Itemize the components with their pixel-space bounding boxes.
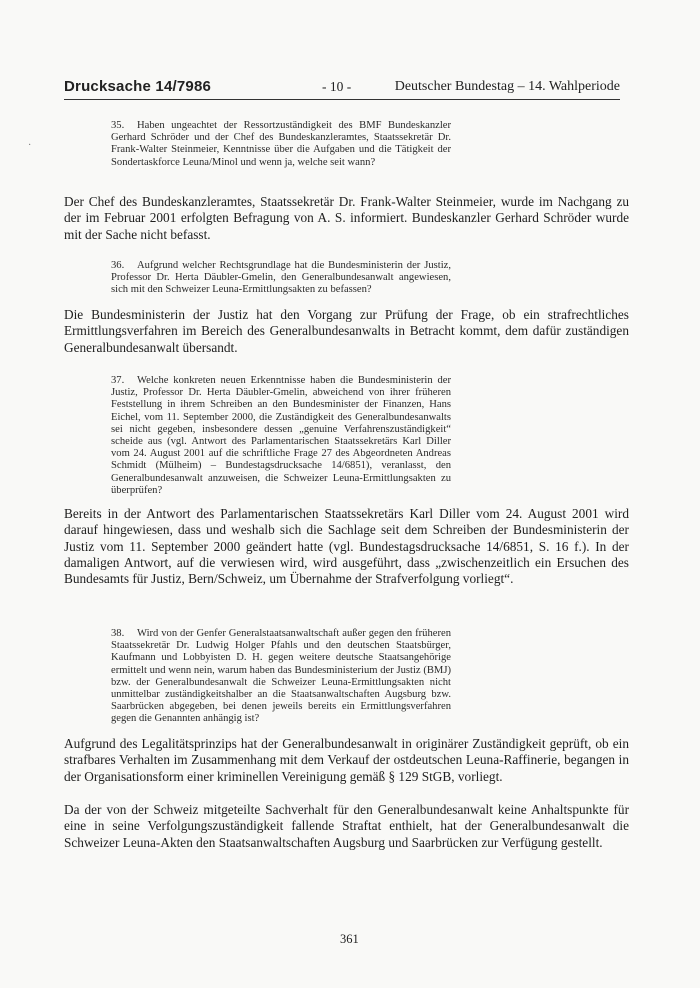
page-header — [64, 78, 620, 100]
question-text: Welche konkreten neuen Erkenntnisse haben die Bundesministerin der Justiz, Professor Dr. Herta Däubler-Gmelin, abweichend von ihrer früheren Feststellung in ihrem Schreiben an den Bundesminister der Finanzen, Hans Eichel, vom 11. September 2000, die Zuständigkeit des Generalbundesanwalts sei nicht gegeben, insbesondere dessen „genuine Verfahrenszuständigkeit“ scheide aus (vgl. Antwort des Parlamentarischen Staatssekretärs Karl Diller vom 24. August 2001 auf die schriftliche Frage 27 des Abgeordneten Andreas Schmidt (Mülheim) – Bundestagsdrucksache 14/6851), veranlasst, den Generalbundesanwalt anzuweisen, die Schweizer Leuna-Ermittlungsakten zu überprüfen? — [111, 375, 451, 496]
page-number: 361 — [340, 932, 359, 946]
answer-36: Die Bundesministerin der Justiz hat den Vorgang zur Prüfung der Frage, ob ein strafrechtliches Ermittlungsverfahren im Bereich des Generalbundesanwalts in Betracht kommt, dem dafür zuständigen Generalbundesanwalt übersandt. — [64, 307, 629, 355]
question-number: 35. — [111, 120, 125, 131]
answer-35: Der Chef des Bundeskanzleramtes, Staatssekretär Dr. Frank-Walter Steinmeier, wurde im Nachgang zu der im Februar 2001 erfolgten Befragung von A. S. informiert. Bundeskanzler Gerhard Schröder wurde mit der Sache nicht befasst. — [64, 194, 629, 242]
answer-38-continued: Da der von der Schweiz mitgeteilte Sachverhalt für den Generalbundesanwalt keine Anhaltspunkte für eine in seine Verfolgungszuständigkeit fallende Straftat enthielt, hat der Generalbundesanwalt die Schweizer Leuna-Akten den Staatsanwaltschaften Augsburg und Saarbrücken zur Verfügung gestellt. — [64, 802, 629, 850]
question-38 — [111, 628, 451, 726]
page-marker: - 10 - — [322, 79, 352, 94]
question-37 — [111, 375, 451, 497]
answer-38: Aufgrund des Legalitätsprinzips hat der Generalbundesanwalt in originärer Zuständigkeit geprüft, ob ein strafbares Verhalten im Zusammenhang mit dem Verkauf der ostdeutschen Leuna-Raffinerie, begangen in der Organisationsform einer kriminellen Vereinigung gemäß § 129 StGB, vorliegt. — [64, 736, 629, 784]
question-number: 38. — [111, 628, 125, 639]
scan-mark: · — [28, 140, 32, 151]
question-text: Aufgrund welcher Rechtsgrundlage hat die Bundesministerin der Justiz, Professor Dr. Herta Däubler-Gmelin, den Generalbundesanwalt angewiesen, sich mit den Schweizer Leuna-Ermittlungsakten zu befassen? — [111, 260, 451, 296]
parliament-label: Deutscher Bundestag – 14. Wahlperiode — [394, 79, 620, 94]
header-rule — [64, 99, 620, 100]
question-number: 36. — [111, 260, 125, 271]
question-text: Haben ungeachtet der Ressortzuständigkeit des BMF Bundeskanzler Gerhard Schröder und der Chef des Bundeskanzleramtes, Staatssekretär Dr. Frank-Walter Steinmeier, Kenntnisse über die Aufgaben und die Tätigkeit der Sondertaskforce Leuna/Minol und wenn ja, welche seit wann? — [111, 120, 451, 168]
answer-37: Bereits in der Antwort des Parlamentarischen Staatssekretärs Karl Diller vom 24. August 2001 wird darauf hingewiesen, dass und weshalb sich die Sachlage seit dem Schreiben der Bundesministerin der Justiz vom 11. September 2000 geändert hatte (vgl. Bundestagsdrucksache 14/6851, S. 16 f.). In der damaligen Antwort, auf die verwiesen wird, wird ausgeführt, dass „zwischenzeitlich ein Ersuchen des Bundesamts für Justiz, Bern/Schweiz, um Übernahme der Strafverfolgung vorliegt“. — [64, 506, 629, 587]
question-35 — [111, 120, 451, 169]
document-number: Drucksache 14/7986 — [64, 78, 212, 95]
question-text: Wird von der Genfer Generalstaatsanwaltschaft außer gegen den früheren Staatssekretär Dr. Ludwig Holger Pfahls und den deutschen Staatsbürger, Kaufmann und Lobbyisten D. H. gegen weitere deutsche Staatsangehörige ermittelt und wenn nein, warum haben das Bundesministerium der Justiz (BMJ) bzw. der Generalbundesanwalt die Schweizer Leuna-Ermittlungsakten nicht unmittelbar zuständigkeitshalber an die Staatsanwaltschaften Augsburg bzw. Saarbrücken abgegeben, bei denen jeweils bereits ein Ermittlungsverfahren gegen die Genannten anhängig ist? — [111, 628, 451, 725]
question-number: 37. — [111, 375, 125, 386]
question-36 — [111, 260, 451, 297]
